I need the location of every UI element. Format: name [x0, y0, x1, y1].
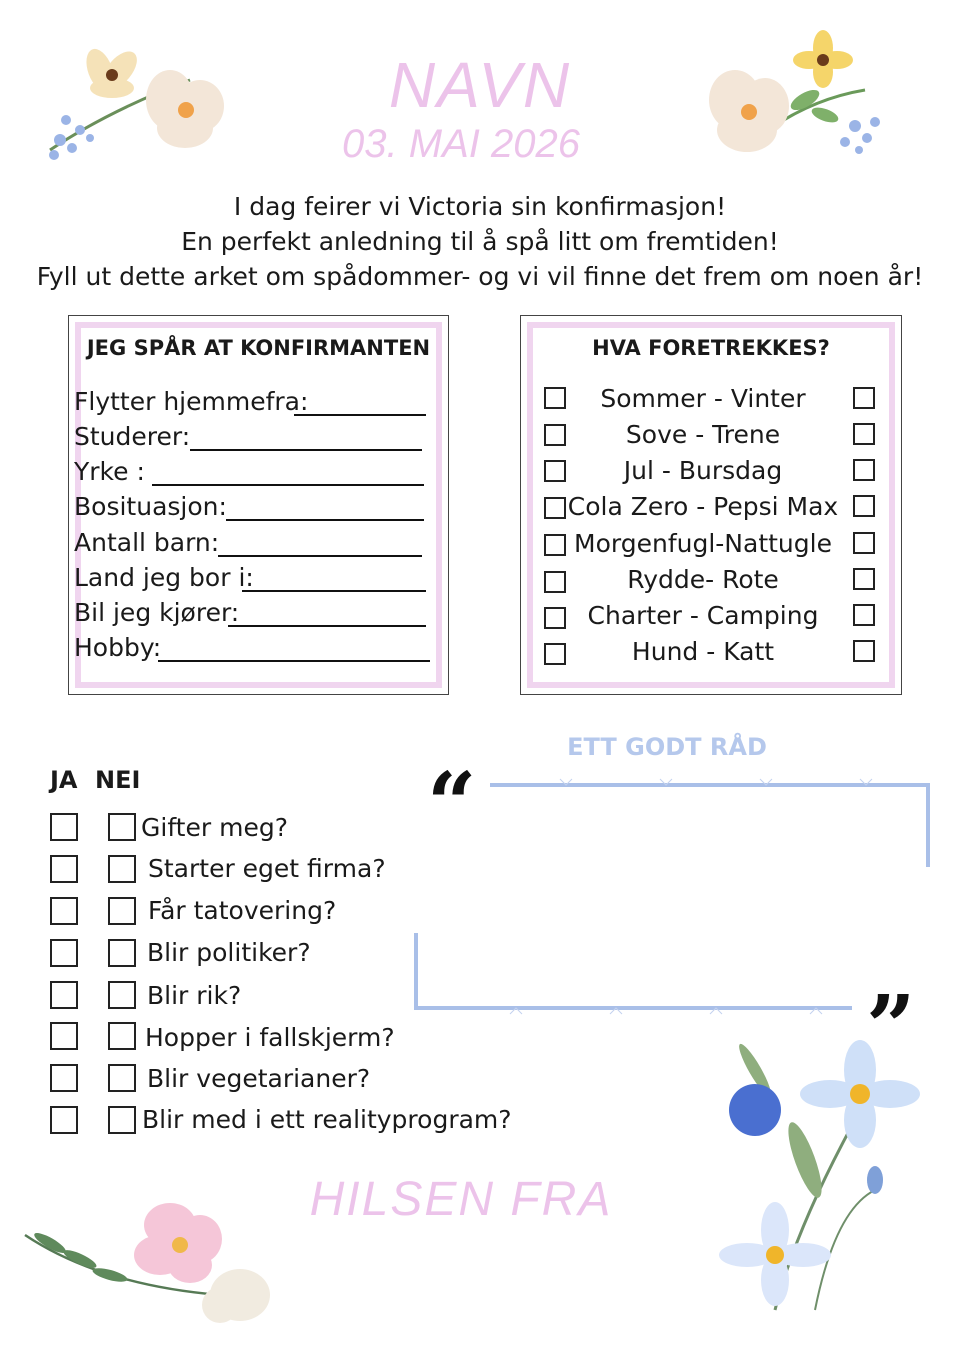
ja-checkbox[interactable]: [50, 981, 78, 1009]
preference-option: Hund - Katt: [631, 637, 775, 666]
prediction-label: Flytter hjemmefra:: [74, 387, 309, 416]
page-title: NAVN: [388, 49, 572, 121]
preference-right-checkbox[interactable]: [853, 459, 875, 481]
ja-checkbox[interactable]: [50, 855, 78, 883]
question-text: Blir rik?: [147, 981, 242, 1010]
question-text: Blir politiker?: [147, 938, 311, 967]
nei-checkbox[interactable]: [108, 981, 136, 1009]
nei-header: NEI: [95, 766, 141, 794]
prediction-label: Antall barn:: [74, 528, 220, 557]
predictions-title: JEG SPÅR AT KONFIRMANTEN: [86, 336, 431, 360]
open-quote-icon: “: [427, 754, 477, 855]
prediction-answer-line[interactable]: [152, 484, 424, 486]
nei-checkbox[interactable]: [108, 855, 136, 883]
preference-right-checkbox[interactable]: [853, 532, 875, 554]
prediction-answer-line[interactable]: [190, 449, 422, 451]
ja-checkbox[interactable]: [50, 939, 78, 967]
preference-right-checkbox[interactable]: [853, 604, 875, 626]
preference-option: Sove - Trene: [625, 420, 781, 449]
prediction-label: Yrke :: [74, 457, 145, 486]
nei-checkbox[interactable]: [108, 1106, 136, 1134]
preference-option: Jul - Bursdag: [623, 456, 783, 485]
preference-right-checkbox[interactable]: [853, 495, 875, 517]
prediction-label: Hobby:: [74, 633, 162, 662]
prediction-answer-line[interactable]: [218, 555, 422, 557]
question-text: Hopper i fallskjerm?: [145, 1023, 395, 1052]
preference-right-checkbox[interactable]: [853, 387, 875, 409]
event-date: 03. MAI 2026: [342, 122, 580, 166]
nei-checkbox[interactable]: [108, 1064, 136, 1092]
question-text: Blir med i ett realityprogram?: [142, 1105, 512, 1134]
ja-checkbox[interactable]: [50, 1022, 78, 1050]
preference-option: Cola Zero - Pepsi Max: [567, 492, 839, 521]
close-quote-icon: ”: [866, 977, 916, 1078]
preferences-title: HVA FORETREKKES?: [592, 336, 830, 360]
intro-line-2: En perfekt anledning til å spå litt om fremtiden!: [181, 227, 779, 256]
prediction-answer-line[interactable]: [228, 625, 426, 627]
ja-checkbox[interactable]: [50, 897, 78, 925]
question-text: Får tatovering?: [148, 896, 337, 925]
advice-title: ETT GODT RÅD: [567, 733, 767, 761]
preference-option: Charter - Camping: [587, 601, 819, 630]
nei-checkbox[interactable]: [108, 1022, 136, 1050]
ja-checkbox[interactable]: [50, 1106, 78, 1134]
nei-checkbox[interactable]: [108, 939, 136, 967]
nei-checkbox[interactable]: [108, 897, 136, 925]
prediction-label: Bil jeg kjører:: [74, 598, 240, 627]
ja-checkbox[interactable]: [50, 1064, 78, 1092]
preference-right-checkbox[interactable]: [853, 640, 875, 662]
prediction-answer-line[interactable]: [242, 590, 426, 592]
intro-line-1: I dag feirer vi Victoria sin konfirmasjon!: [233, 192, 727, 221]
nei-checkbox[interactable]: [108, 813, 136, 841]
prediction-label: Bosituasjon:: [74, 492, 227, 521]
question-text: Starter eget firma?: [148, 854, 386, 883]
preference-option: Sommer - Vinter: [600, 384, 806, 413]
prediction-label: Studerer:: [74, 422, 191, 451]
question-text: Blir vegetarianer?: [147, 1064, 371, 1093]
preference-right-checkbox[interactable]: [853, 568, 875, 590]
prediction-answer-line[interactable]: [158, 660, 430, 662]
question-text: Gifter meg?: [141, 813, 288, 842]
intro-line-3: Fyll ut dette arket om spådommer- og vi vil finne det frem om noen år!: [36, 262, 924, 291]
preference-option: Morgenfugl-Nattugle: [574, 529, 832, 558]
preference-right-checkbox[interactable]: [853, 423, 875, 445]
preference-option: Rydde- Rote: [627, 565, 779, 594]
ja-header: JA: [50, 766, 78, 794]
prediction-answer-line[interactable]: [294, 414, 426, 416]
prediction-label: Land jeg bor i:: [74, 563, 254, 592]
ja-checkbox[interactable]: [50, 813, 78, 841]
advice-frame[interactable]: [410, 775, 940, 1015]
prediction-answer-line[interactable]: [226, 519, 424, 521]
greeting-from: HILSEN FRA: [309, 1173, 613, 1226]
